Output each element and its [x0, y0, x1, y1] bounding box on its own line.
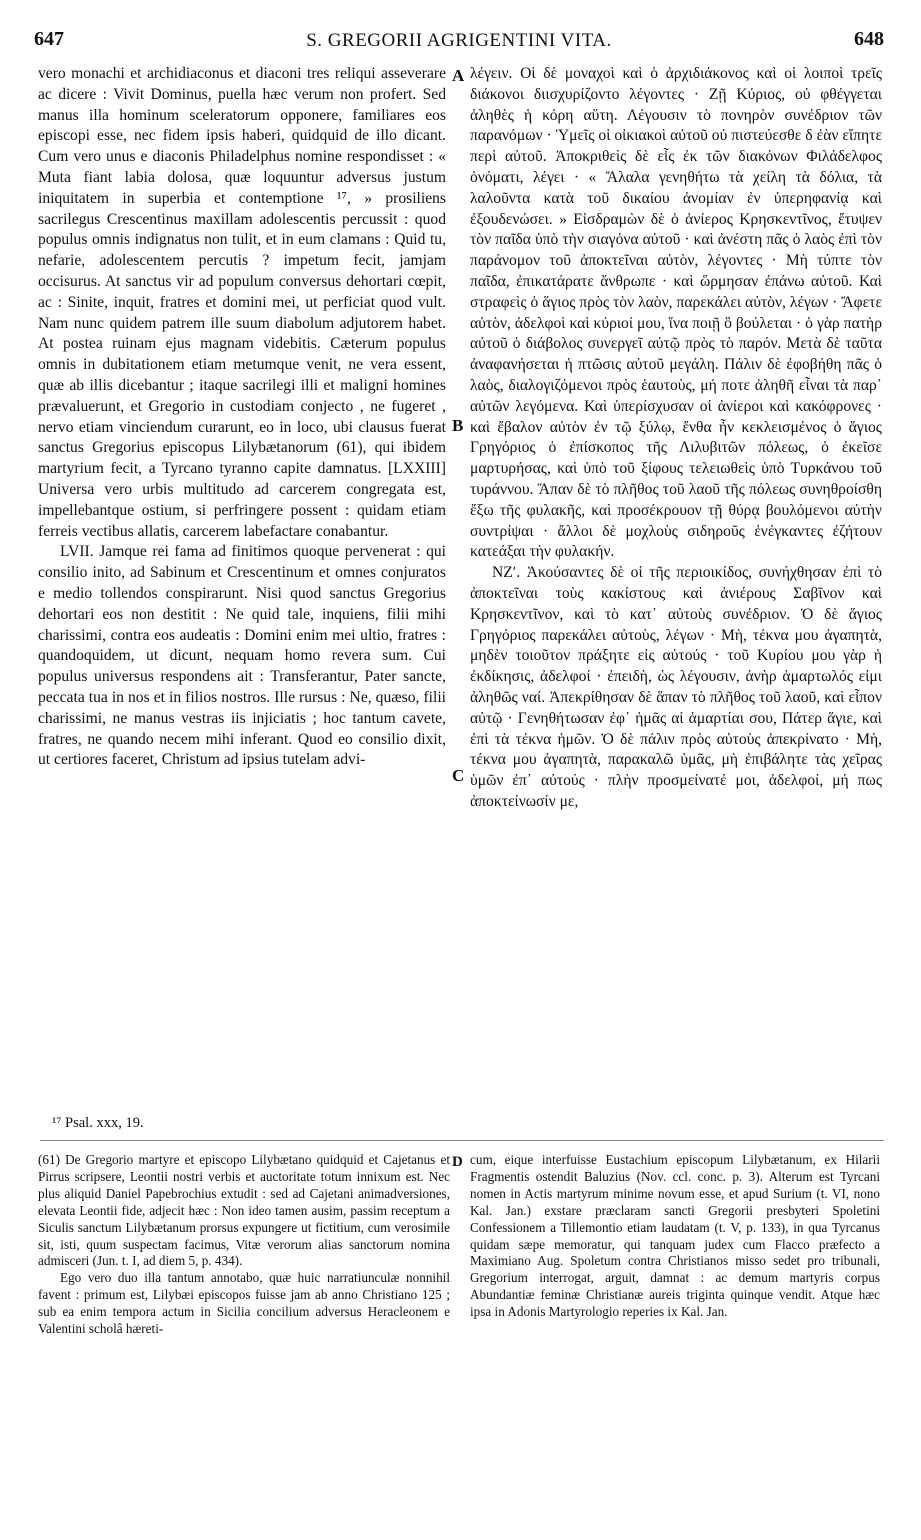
- running-title: S. GREGORII AGRIGENTINI VITA.: [306, 30, 612, 51]
- note-61-paragraph-1: (61) De Gregorio martyre et episcopo Lilybætano quidquid et Cajetanus et Pirrus scripsere, Leontii nostri verbis et auctoritate totum innixum est. Nec plus aliquid Daniel Papebrochius extudit : sed ad Cajetani animadversiones, elevata Leontii fide, adjecit hæc : Non ideo tamen ausim, passim receptum a Siculis sanctum Lilybætanum prorsus expungere ut fictitium, cum verosimile sit, isti, quum suspectam facimus, Vitæ verorum alias sanctorum nomina admisceri (Jun. t. I, ad diem 5, p. 434).: [38, 1152, 450, 1269]
- footnote-reference: ¹⁷ Psal. xxx, 19.: [52, 1115, 144, 1131]
- note-61-paragraph-2: Ego vero duo illa tantum annotabo, quæ huic narratiunculæ nonnihil favent : primum est, Lilybæi episcopos fuisse jam ab anno Christiano 125 ; sub ea enim tempora actum in Sicilia concilium adversus Heracleonem e Valentini scholâ hæreti-: [38, 1270, 450, 1337]
- greek-paragraph-2: ΝΖʹ. Ἀκούσαντες δὲ οἱ τῆς περιοικίδος, συνήχθησαν ἐπὶ τὸ ἀποκτεῖναι τοὺς κακίστους καὶ ἀνιέρους Σαβῖνον καὶ Κρησκεντῖνον, καὶ τὸ κατ᾽ αὐτοὺς συνέδριον. Ὁ δὲ ἅγιος Γρηγόριος παρεκάλει αὐτοὺς, λέγων · Μὴ, τέκνα μου ἀγαπητὰ, μηδὲν τοιοῦτον πράξητε εἰς αὐτούς · τοῦ Κυρίου μου γὰρ ἡ ἐκδίκησις, ἀδελφοί · ἐπειδὴ, ὡς λέγουσιν, ἀνὴρ ἁμαρτωλός εἰμι ἀληθῶς ναί. Ἀπεκρίθησαν δὲ ἅπαν τὸ πλῆθος τοῦ λαοῦ, καὶ εἶπον αὐτῷ · Γενηθήτωσαν ἐφ᾽ ἡμᾶς αἱ ἁμαρτίαι σου, Πάτερ ἅγιε, καὶ ἐπὶ τὰ τέκνα ἡμῶν. Ὁ δὲ πάλιν πρὸς αὐτοὺς ἀπεκρίνατο · Μὴ, τέκνα μου ἀγαπητὰ, παρακαλῶ ὑμᾶς, μὴ ἐπιβάλητε τὰς χεῖρας ὑμῶν ἐπ᾽ αὐτούς · πλὴν προσμείνατέ μοι, ἀδελφοί, μή πως ἀποκτείνωσίν με,: [470, 564, 882, 810]
- latin-paragraph-2: LVII. Jamque rei fama ad finitimos quoque pervenerat : qui consilio inito, ad Sabinum et Crescentinum et omnes conjuratos e medio tollendos conspirarunt. Nisi quod sanctus Gregorius dehortari eos non destitit : Ne quid tale, inquiens, filii mihi charissimi, contra eos audeatis : Domini enim mei ultio, fratres : quandoquidem, ut dicunt, nequam homo revera sum. Cui populus universus respondens ait : Transferantur, Pater sancte, peccata tua in nos et in filios nostros. Ille rursus : Ne, quæso, filii charissimi, ne manus vestras iis injiciatis ; hoc tantum cavete, fratres, ne quando necem mihi inferant. Quod eo consilio dixit, ut certiores faceret, Christum ad ipsius tutelam advi-: [38, 543, 446, 769]
- margin-letter-d: D: [452, 1154, 463, 1170]
- notes-divider: [40, 1140, 884, 1141]
- note-61-continuation: cum, eique interfuisse Eustachium episcopum Lilybætanum, ex Hilarii Fragmentis ostendit Baluzius (Nov. ccl. conc. p. 3). Alterum est Tyrcani nomen in Actis martyrum minime novum esse, et apud Surium (t. VI, nono Kal. Jan.) exstare præclaram sancti Gregorii presbyteri Spoletini Confessionem a Tillemontio etiam laudatam (t. V, p. 133), in qua Tyrcanus quidam sæpe memoratur, qui tanquam judex cum Flacco præfecto a Maximiano Aug. Spoletum contra Christianos misso sedet pro tribunali, Gregorium interrogat, arguit, damnat : ac demum martyris corpus Abundantiæ feminæ Christianæ aureis triginta quinque vendit. Atque hæc ipsa in Adonis Martyrologio reperies ix Kal. Jan.: [470, 1152, 880, 1320]
- latin-text-column: [38, 64, 446, 1124]
- latin-paragraph-1: vero monachi et archidiaconus et diaconi tres reliqui asseverare ac dicere : Vivit Dominus, puella hæc verum non profert. Sed manus illa hominum sceleratorum opponere, familiares eos episcopi esse, nec fidem ipsis haberi, quidquid de illo dicant. Cum vero unus e diaconis Philadelphus nomine respondisset : « Muta fiant labia dolosa, quæ loquuntur adversus justum iniquitatem in superbia et contemptione ¹⁷, » prosiliens sacrilegus Crescentinus maxillam adolescentis percussit : quod populus omnis indignatus non tulit, et in eum clamans : Quid tu, nefarie, adolescentem percutis ? impetum fecit, jamjam occisurus. At sanctus vir ad populum conversus dehortari cœpit, ac : Sinite, inquit, fratres et domini mei, ut perficiat quod vult. Nam nunc quidem patrem ille suum diabolum adjutorem habet. At postea ruinam ejus magnam videbitis. Cæterum populus omnis in dubitationem etiam metumque venit, ne vera essent, quæ ab illis dicebantur ; itaque sacrilegi illi et maligni homines prævaluerunt, et Gregorio in custodiam conjecto , ne fugeret , nervo etiam vinciendum curarunt, eo in loco, ubi clausus fuerat sanctus Gregorius episcopus Lilybætanorum (61), qui ibidem martyrium fecit, a Tyrcano tyranno capite damnatus. [LXXIII] Universa vero urbis multitudo ad carcerem congregata est, impellebantque ostium, si perfringere possent : quidam etiam ferreis vectibus allatis, carcerem labefactare conabantur.: [38, 65, 446, 540]
- margin-letter-c: C: [452, 766, 465, 785]
- notes-right-column: [470, 1152, 880, 1522]
- right-page-number: 648: [854, 28, 884, 50]
- greek-paragraph-1: λέγειν. Οἱ δὲ μοναχοὶ καὶ ὁ ἀρχιδιάκονος καὶ οἱ λοιποὶ τρεῖς διάκονοι διισχυρίζοντο λέγοντες · Ζῇ Κύριος, οὐ φθέγγεται ἀληθὲς ἡ κόρη αὕτη. Λέγουσιν τὸ πονηρὸν συνέδριον τῶν παρανόμων · Ὑμεῖς οἱ οἰκιακοὶ αὐτοῦ οὐ πιστεύεσθε δ ἐὰν εἴπητε περὶ αὐτοῦ. Ἀποκριθεὶς δὲ εἷς ἐκ τῶν διακόνων Φιλάδελφος ὀνόματι, λέγει · « Ἄλαλα γενηθήτω τὰ χείλη τὰ δόλια, τὰ λαλοῦντα κατὰ τοῦ δικαίου ἀνομίαν ἐν ὑπερηφανίᾳ καὶ ἐξουδενώσει. » Εἰσδραμὼν δὲ ὁ ἀνίερος Κρησκεντῖνος, ἔτυψεν τὸν παῖδα ὑπὸ τὴν σιαγόνα αὐτοῦ · καὶ ἀνέστη πᾶς ὁ λαὸς ἐπὶ τὸν παράνομον τοῦ ἀποκτεῖναι αὐτὸν, λέγοντες · Μὴ τύπτε τὸν παῖδα, ἐπικατάρατε ἄνθρωπε · καὶ ὥρμησαν ἐπάνω αὐτοῦ. Καὶ στραφεὶς ὁ ἅγιος πρὸς τὸν λαὸν, παρεκάλει αὐτὸν, λέγων · Ἄφετε αὐτὸν, ἀδελφοὶ καὶ κύριοί μου, ἵνα ποιῇ ὃ βούλεται · ὁ γὰρ πατὴρ αὐτοῦ ὁ διάβολος συνεργεῖ αὐτῷ πρὸς τὸ παρόν. Μετὰ δὲ ταῦτα ἀναφανήσεται ἡ πτῶσις αὐτοῦ μεγάλη. Πάλιν δὲ ἐφοβήθη πᾶς ὁ λαὸς, διαλογιζόμενοι πρὸς ἑαυτοὺς, μή ποτε ἀληθῆ εἶναι τὰ παρ᾽ αὐτῶν λεγόμενα. Καὶ ὑπερίσχυσαν οἱ ἀνίεροι καὶ κακόφρονες · καὶ ἔβαλον αὐτὸν ἐν τῷ ξύλῳ, ἔνθα ἦν κεκλεισμένος ὁ ἅγιος Γρηγόριος ὁ ἐπίσκοπος τῆς Λιλυβιτῶν πόλεως, ὁ ἐκεῖσε μαρτυρήσας, καὶ ὑπὸ τοῦ ξίφους τελειωθεὶς ὑπὸ Τυρκάνου τοῦ τυράννου. Ἅπαν δὲ τὸ πλῆθος τοῦ λαοῦ τῆς πόλεως συνηθροίσθη ἔξω τῆς φυλακῆς, καὶ προσέκρουον τῇ θύρᾳ βουλόμενοι αὐτὴν συντρίψαι · ἄλλοι δὲ μοχλοὺς σιδηροῦς ἐνέγκαντες ἐζήτουν κατεάξαι τὴν φυλακήν.: [470, 65, 882, 561]
- left-page-number: 647: [34, 28, 64, 50]
- page-header: [34, 28, 884, 58]
- greek-text-column: [470, 64, 882, 1124]
- margin-letter-a: A: [452, 66, 465, 85]
- notes-left-column: [38, 1152, 450, 1522]
- margin-letter-b: B: [452, 416, 464, 435]
